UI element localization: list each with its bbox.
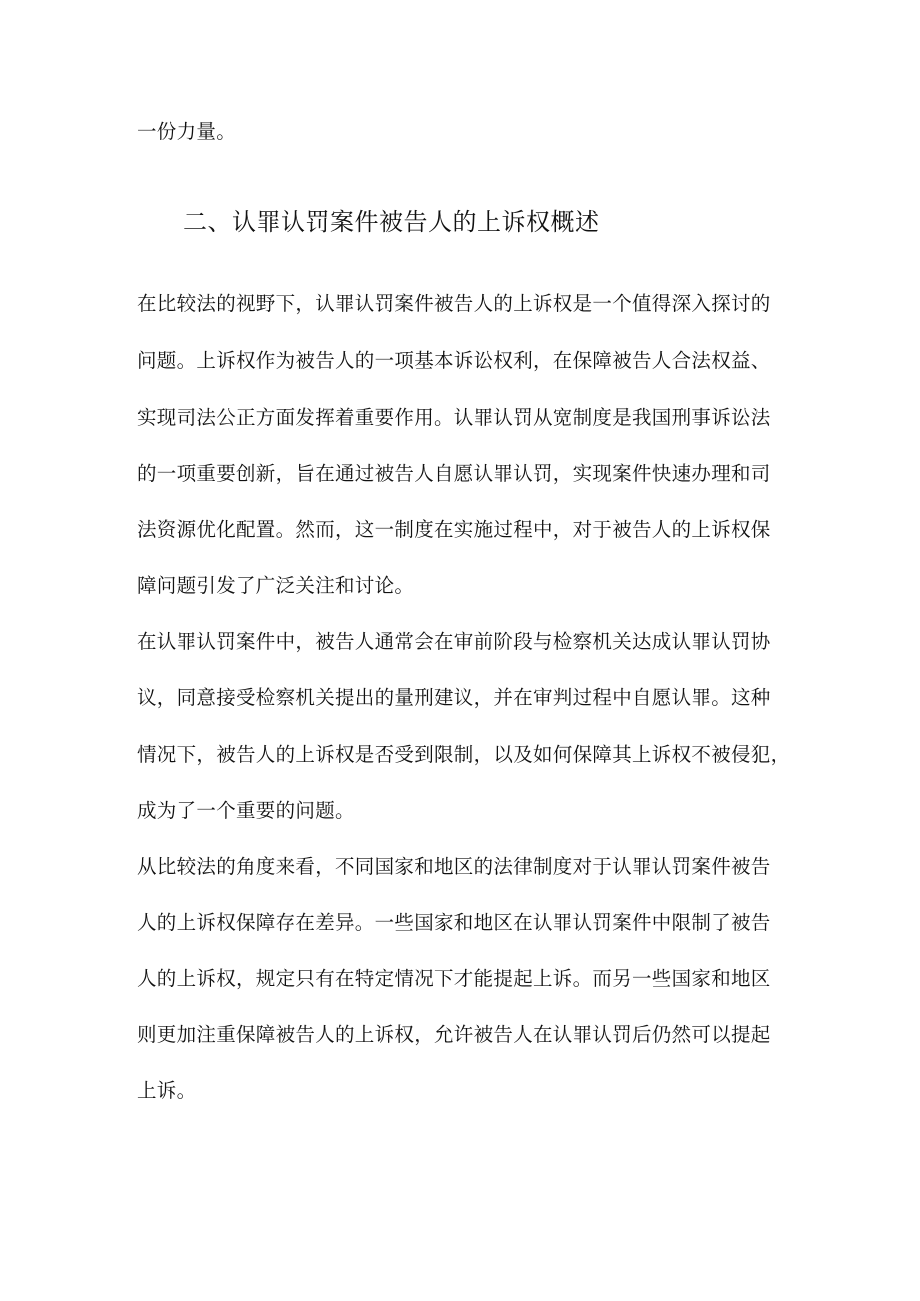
text-line: 实现司法公正方面发挥着重要作用。认罪认罚从宽制度是我国刑事诉讼法	[137, 406, 771, 429]
text-line: 上诉。	[137, 1079, 197, 1102]
section-heading: 二、认罪认罚案件被告人的上诉权概述	[183, 208, 600, 236]
text-line: 成为了一个重要的问题。	[137, 799, 355, 822]
text-line: 在比较法的视野下，认罪认罚案件被告人的上诉权是一个值得深入探讨的	[137, 292, 771, 315]
text-line: 则更加注重保障被告人的上诉权，允许被告人在认罪认罚后仍然可以提起	[137, 1023, 771, 1046]
text-line: 从比较法的角度来看，不同国家和地区的法律制度对于认罪认罚案件被告	[137, 855, 771, 878]
text-line: 问题。上诉权作为被告人的一项基本诉讼权利，在保障被告人合法权益、	[137, 349, 771, 372]
text-line: 议，同意接受检察机关提出的量刑建议，并在审判过程中自愿认罪。这种	[137, 686, 771, 709]
text-line: 的一项重要创新，旨在通过被告人自愿认罪认罚，实现案件快速办理和司	[137, 462, 771, 485]
text-line: 情况下，被告人的上诉权是否受到限制，以及如何保障其上诉权不被侵犯，	[137, 743, 791, 766]
text-line: 法资源优化配置。然而，这一制度在实施过程中，对于被告人的上诉权保	[137, 518, 771, 541]
lead-line: 一份力量。	[137, 120, 237, 143]
text-line: 人的上诉权保障存在差异。一些国家和地区在认罪认罚案件中限制了被告	[137, 911, 771, 934]
text-line: 在认罪认罚案件中，被告人通常会在审前阶段与检察机关达成认罪认罚协	[137, 630, 771, 653]
text-line: 人的上诉权，规定只有在特定情况下才能提起上诉。而另一些国家和地区	[137, 967, 771, 990]
text-line: 障问题引发了广泛关注和讨论。	[137, 574, 415, 597]
